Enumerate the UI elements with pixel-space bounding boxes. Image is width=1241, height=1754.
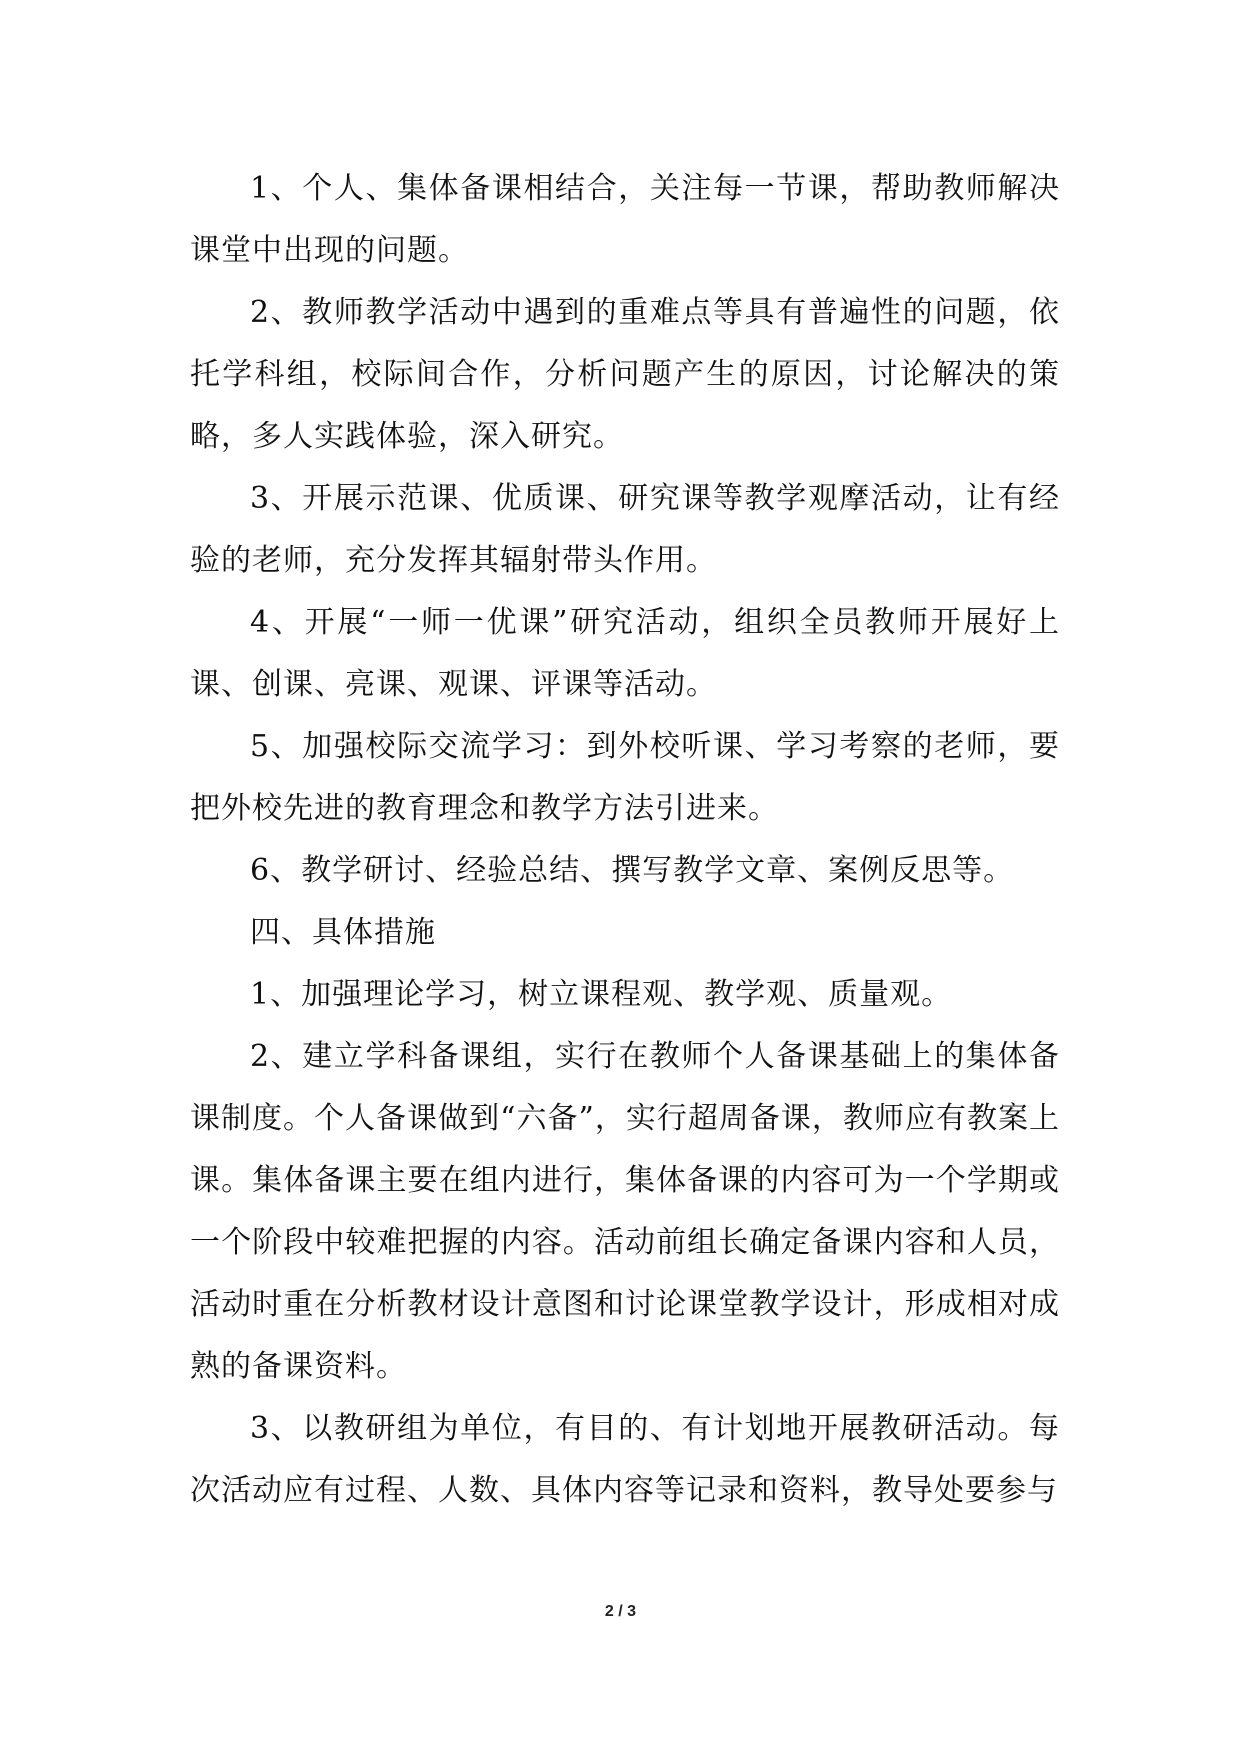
paragraph-2: 2、教师教学活动中遇到的重难点等具有普遍性的问题，依托学科组，校际间合作，分析问题产生的原因，讨论解决的策略，多人实践体验，深入研究。 [190, 295, 1060, 454]
paragraph-7: 1、加强理论学习，树立课程观、教学观、质量观。 [250, 977, 953, 1012]
paragraph-9: 3、以教研组为单位，有目的、有计划地开展教研活动。每次活动应有过程、人数、具体内容等记录和资料，教导处要参与 [190, 1411, 1060, 1508]
paragraph-1: 1、个人、集体备课相结合，关注每一节课，帮助教师解决课堂中出现的问题。 [190, 171, 1060, 268]
paragraph-8: 2、建立学科备课组，实行在教师个人备课基础上的集体备课制度。个人备课做到“六备”，实行超周备课，教师应有教案上课。集体备课主要在组内进行，集体备课的内容可为一个学期或一个阶段中较难把握的内容。活动前组长确定备课内容和人员，活动时重在分析教材设计意图和讨论课堂教学设计，形成相对成熟的备课资料。 [190, 1039, 1060, 1384]
paragraph-5: 5、加强校际交流学习：到外校听课、学习考察的老师，要把外校先进的教育理念和教学方法引进来。 [190, 729, 1060, 826]
paragraph-4: 4、开展“一师一优课”研究活动，组织全员教师开展好上课、创课、亮课、观课、评课等活动。 [190, 605, 1060, 702]
page-number: 2 / 3 [604, 1603, 637, 1620]
document-body [190, 158, 1060, 1522]
paragraph-6: 6、教学研讨、经验总结、撰写教学文章、案例反思等。 [250, 853, 1015, 888]
section-heading: 四、具体措施 [250, 915, 436, 950]
paragraph-3: 3、开展示范课、优质课、研究课等教学观摩活动，让有经验的老师，充分发挥其辐射带头作用。 [190, 481, 1060, 578]
